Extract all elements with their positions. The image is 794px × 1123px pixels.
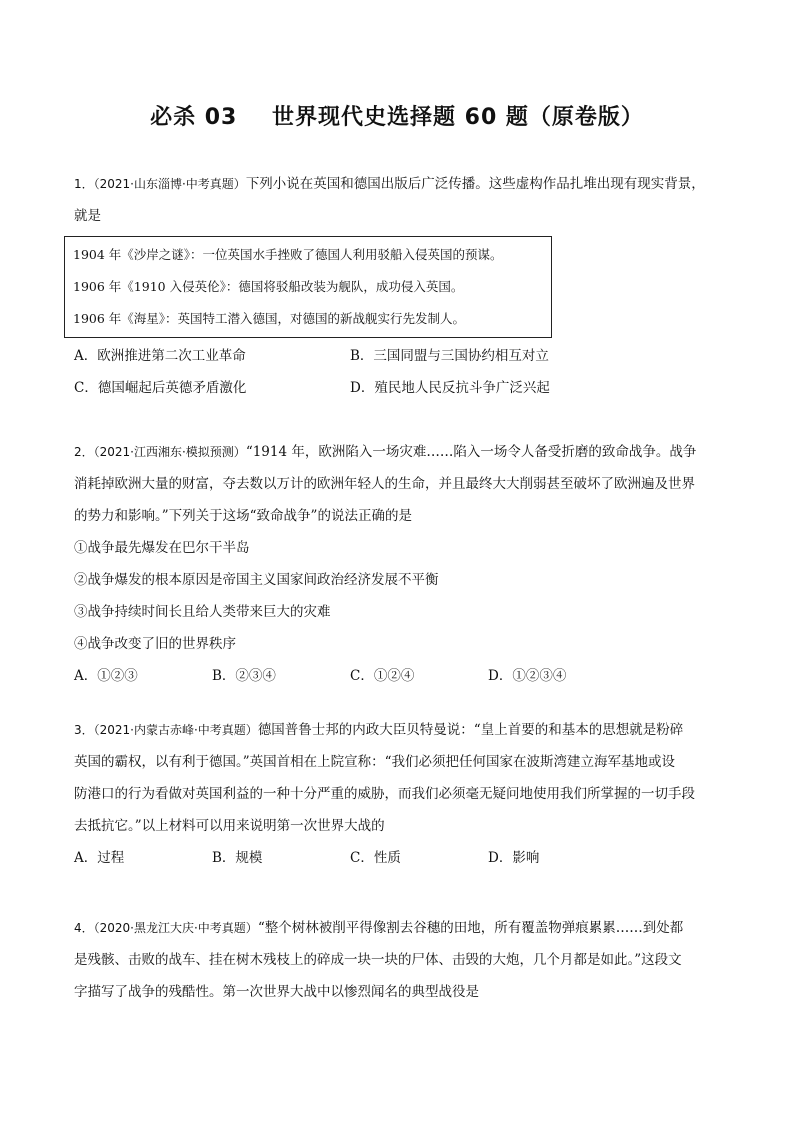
question-2-text-1: “1914 年，欧洲陷入一场灾难……陷入一场令人备受折磨的致命战争。战争	[245, 444, 697, 460]
question-4-text-2: 是残骸、击败的战车、挂在树木残枝上的碎成一块一块的尸体、击毁的大炮，几个月都是如此。”这段文	[74, 952, 682, 968]
question-3-text-4: 去抵抗它。”以上材料可以用来说明第一次世界大战的	[74, 818, 385, 834]
question-2	[74, 436, 726, 692]
option-b[interactable]: B．②③④	[212, 668, 276, 684]
question-2-text-4: ①战争最先爆发在巴尔干半岛	[74, 540, 250, 556]
options-row	[74, 340, 726, 372]
question-4-text-3: 字描写了战争的残酷性。第一次世界大战中以惨烈闻名的典型战役是	[74, 984, 479, 1000]
question-1-source: 1．（2021·山东淄博·中考真题）	[74, 177, 246, 191]
option-d[interactable]: D．殖民地人民反抗斗争广泛兴起	[350, 380, 550, 396]
question-4-text-1: “整个树林被削平得像割去谷穗的田地，所有覆盖物弹痕累累……到处都	[257, 920, 684, 936]
question-3	[74, 714, 726, 874]
question-2-text-3: 的势力和影响。”下列关于这场“致命战争”的说法正确的是	[74, 508, 412, 524]
material-box	[64, 236, 552, 338]
question-4	[74, 912, 726, 1008]
option-d[interactable]: D．影响	[488, 850, 540, 866]
question-1-options	[74, 340, 726, 404]
option-c[interactable]: C．性质	[350, 850, 401, 866]
question-2-text-7: ④战争改变了旧的世界秩序	[74, 636, 236, 652]
question-1	[74, 168, 726, 232]
question-3-text-3: 防港口的行为看做对英国利益的一种十分严重的威胁，而我们必须毫无疑问地使用我们所掌握的一切手段	[74, 786, 695, 802]
option-a[interactable]: A．①②③	[74, 668, 138, 684]
question-1-line-1	[74, 168, 726, 200]
material-line-1: 1904 年《沙岸之谜》：一位英国水手挫败了德国人利用驳船入侵英国的预谋。	[73, 247, 503, 262]
question-2-source: 2．（2021·江西湘东·模拟预测）	[74, 445, 246, 459]
question-1-text-1: 下列小说在英国和德国出版后广泛传播。这些虚构作品扎堆出现有现实背景，	[245, 176, 705, 192]
question-3-line-1	[74, 714, 726, 746]
question-4-source: 4．（2020·黑龙江大庆·中考真题）	[74, 921, 258, 935]
material-line-3: 1906 年《海星》：英国特工潜入德国，对德国的新战舰实行先发制人。	[73, 311, 466, 326]
option-a[interactable]: A．过程	[74, 850, 125, 866]
question-2-text-5: ②战争爆发的根本原因是帝国主义国家间政治经济发展不平衡	[74, 572, 439, 588]
options-row	[74, 372, 726, 404]
option-a[interactable]: A．欧洲推进第二次工业革命	[74, 348, 246, 364]
material-line-2: 1906 年《1910 入侵英伦》：德国将驳船改装为舰队，成功侵入英国。	[73, 279, 464, 294]
option-b[interactable]: B．规模	[212, 850, 263, 866]
question-3-text-2: 英国的霸权，以有利于德国。”英国首相在上院宣称：“我们必须把任何国家在波斯湾建立海军基地或设	[74, 754, 676, 770]
question-2-text-6: ③战争持续时间长且给人类带来巨大的灾难	[74, 604, 331, 620]
question-3-source: 3．（2021·内蒙古赤峰·中考真题）	[74, 723, 258, 737]
option-b[interactable]: B．三国同盟与三国协约相互对立	[350, 348, 549, 364]
question-2-text-2: 消耗掉欧洲大量的财富，夺去数以万计的欧洲年轻人的生命，并且最终大大削弱甚至破坏了欧洲遍及世界	[74, 476, 695, 492]
question-4-line-1	[74, 912, 726, 944]
question-3-text-1: 德国普鲁士邦的内政大臣贝特曼说：“皇上首要的和基本的思想就是粉碎	[257, 722, 684, 738]
question-1-text-2: 就是	[74, 208, 101, 224]
question-2-line-1	[74, 436, 726, 468]
options-row	[74, 660, 726, 692]
option-c[interactable]: C．德国崛起后英德矛盾激化	[74, 380, 247, 396]
page-title: 必杀 03 世界现代史选择题 60 题（原卷版）	[150, 105, 644, 130]
option-c[interactable]: C．①②④	[350, 668, 415, 684]
options-row	[74, 842, 726, 874]
option-d[interactable]: D．①②③④	[488, 668, 567, 684]
